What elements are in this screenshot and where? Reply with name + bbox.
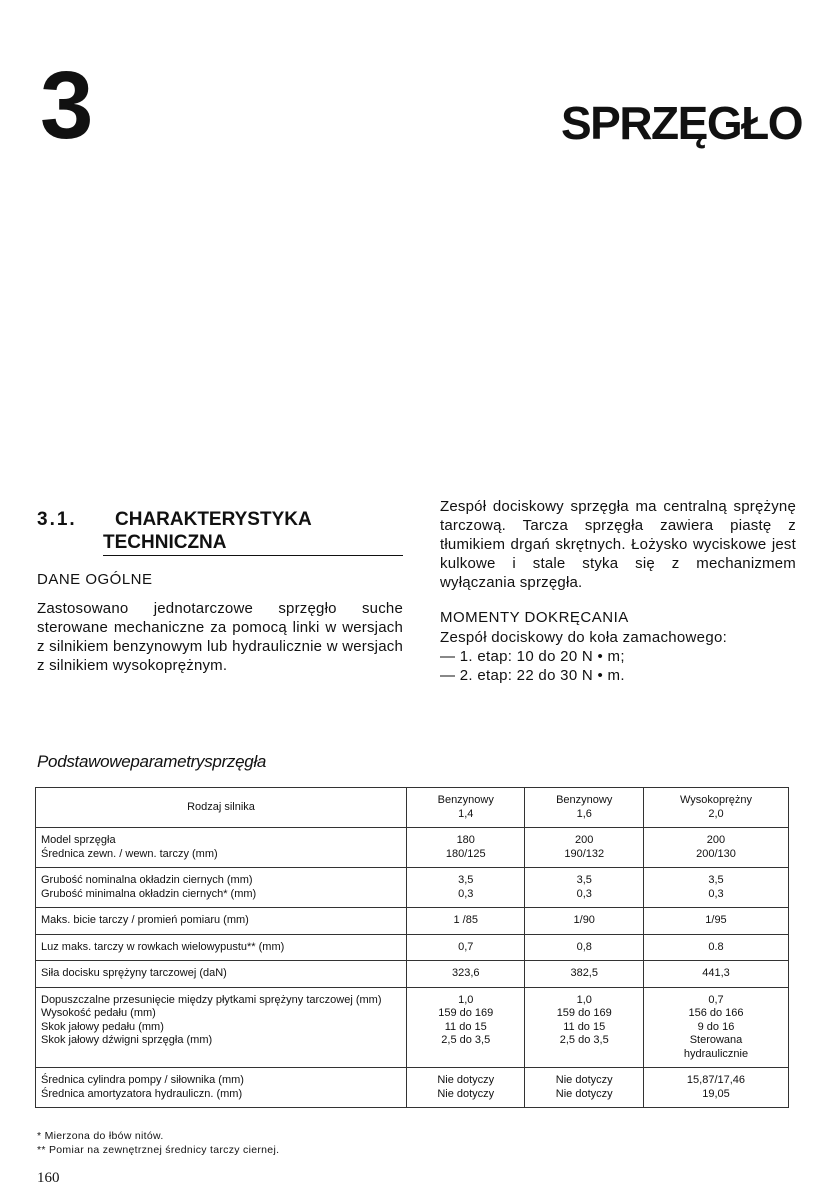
value-cell-col-1 xyxy=(407,1068,525,1108)
row-label-cell xyxy=(36,868,407,908)
cell-value: 11 do 15 xyxy=(563,1020,606,1033)
dane-ogolne-heading: DANE OGÓLNE xyxy=(37,571,153,588)
cell-value: 1 /85 xyxy=(453,914,478,926)
cell-value: 156 do 166 xyxy=(688,1007,744,1019)
chapter-number: 3 xyxy=(40,52,92,159)
cell-value: 200/130 xyxy=(696,847,736,860)
row-label: Średnica cylindra pompy / siłownika (mm) xyxy=(41,1074,244,1086)
value-cell-col-2 xyxy=(525,934,643,961)
value-cell-col-2 xyxy=(525,868,643,908)
cell-value: 190/132 xyxy=(564,847,605,860)
cell-value: 200 xyxy=(575,834,594,846)
cell-value: 200 xyxy=(706,834,726,846)
row-label: Skok jałowy pedału (mm) xyxy=(41,1020,164,1033)
value-cell-col-2 xyxy=(525,908,643,935)
cell-value: 0,3 xyxy=(576,887,592,900)
value-cell-col-1 xyxy=(407,868,525,908)
cell-value: Sterowana xyxy=(689,1034,743,1046)
section-number: 3.1. xyxy=(37,509,77,530)
right-column xyxy=(440,497,796,685)
parameters-table xyxy=(35,787,789,1108)
header-col-2-sub: 1,6 xyxy=(576,807,592,820)
table-body xyxy=(36,828,789,1108)
momenty-heading: MOMENTY DOKRĘCANIA xyxy=(440,609,629,626)
value-cell-col-3 xyxy=(643,987,788,1068)
value-cell-col-3 xyxy=(643,868,788,908)
cell-value: 11 do 15 xyxy=(444,1020,487,1033)
left-column xyxy=(37,508,403,675)
value-cell-col-2 xyxy=(525,828,643,868)
table-row xyxy=(36,987,789,1068)
value-cell-col-1 xyxy=(407,987,525,1068)
cell-value: 0,8 xyxy=(576,940,592,953)
cell-value: 1,0 xyxy=(576,993,592,1006)
cell-value: 180 xyxy=(456,834,475,846)
section-heading xyxy=(37,508,403,556)
cell-value: 2,5 do 3,5 xyxy=(441,1034,491,1046)
cell-value: Nie dotyczy xyxy=(437,1087,495,1100)
cell-value: 3,5 xyxy=(576,874,592,886)
cell-value: 0,3 xyxy=(708,887,724,900)
row-label-cell xyxy=(36,934,407,961)
table-row xyxy=(36,1068,789,1108)
header-col-2 xyxy=(525,788,643,828)
momenty-line-3: — 2. etap: 22 do 30 N • m. xyxy=(440,667,625,684)
row-label: Wysokość pedału (mm) xyxy=(41,1007,156,1019)
row-label-cell xyxy=(36,987,407,1068)
cell-value: hydraulicznie xyxy=(683,1047,749,1060)
cell-value: 0,7 xyxy=(708,993,724,1006)
row-label-cell xyxy=(36,908,407,935)
table-row xyxy=(36,908,789,935)
row-label-cell xyxy=(36,961,407,988)
footnotes xyxy=(37,1129,279,1157)
cell-value: 1,0 xyxy=(458,993,474,1006)
right-intro-text: Zespół dociskowy sprzęgła ma centralną sprężynę tarczową. Tarcza sprzęgła zawiera piastę z tłumikiem drgań skrętnych. Łożysko wyciskowe jest kulkowe i stale styka się z mechanizmem wyłączania sprzęgła. xyxy=(440,498,796,591)
cell-value: 159 do 169 xyxy=(438,1007,494,1019)
value-cell-col-2 xyxy=(525,1068,643,1108)
header-col-1 xyxy=(407,788,525,828)
cell-value: 1/90 xyxy=(573,914,595,926)
table-title: Podstawoweparametrysprzęgła xyxy=(37,752,267,771)
cell-value: Nie dotyczy xyxy=(437,1074,495,1086)
value-cell-col-3 xyxy=(643,961,788,988)
cell-value: 0,3 xyxy=(458,887,474,900)
row-label: Skok jałowy dźwigni sprzęgła (mm) xyxy=(41,1034,213,1046)
cell-value: Nie dotyczy xyxy=(555,1074,613,1086)
momenty-line-2: — 1. etap: 10 do 20 N • m; xyxy=(440,648,625,665)
footnote-2: ** Pomiar na zewnętrznej średnicy tarczy ciernej. xyxy=(37,1144,280,1156)
cell-value: 2,5 do 3,5 xyxy=(559,1034,609,1046)
header-engine-type: Rodzaj silnika xyxy=(36,788,407,828)
cell-value: 3,5 xyxy=(708,874,724,886)
row-label-cell xyxy=(36,828,407,868)
value-cell-col-3 xyxy=(643,908,788,935)
table-row xyxy=(36,828,789,868)
value-cell-col-1 xyxy=(407,934,525,961)
value-cell-col-3 xyxy=(643,934,788,961)
header-col-3-sub: 2,0 xyxy=(708,807,724,820)
value-cell-col-1 xyxy=(407,961,525,988)
header-col-1-sub: 1,4 xyxy=(458,807,474,820)
header-col-3 xyxy=(643,788,788,828)
cell-value: 9 do 16 xyxy=(697,1020,735,1033)
cell-value: 0.8 xyxy=(708,940,724,953)
value-cell-col-3 xyxy=(643,1068,788,1108)
table-row xyxy=(36,961,789,988)
cell-value: Nie dotyczy xyxy=(555,1087,613,1100)
row-label-cell xyxy=(36,1068,407,1108)
section-title-line2: TECHNICZNA xyxy=(103,531,403,556)
page-number: 160 xyxy=(37,1170,60,1186)
header-col-3-name: Wysokoprężny xyxy=(679,794,752,806)
table-header-row xyxy=(36,788,789,828)
cell-value: 180/125 xyxy=(445,847,486,860)
row-label: Średnica zewn. / wewn. tarczy (mm) xyxy=(41,847,218,860)
header-col-2-name: Benzynowy xyxy=(556,794,613,806)
value-cell-col-2 xyxy=(525,987,643,1068)
row-label: Siła docisku sprężyny tarczowej (daN) xyxy=(41,967,227,979)
row-label: Średnica amortyzatora hydrauliczn. (mm) xyxy=(41,1087,243,1100)
row-label: Grubość minimalna okładzin ciernych* (mm) xyxy=(41,887,257,900)
footnote-1: * Mierzona do łbów nitów. xyxy=(37,1130,164,1142)
value-cell-col-1 xyxy=(407,828,525,868)
cell-value: 382,5 xyxy=(570,967,598,979)
cell-value: 0,7 xyxy=(458,940,474,953)
row-label: Maks. bicie tarczy / promień pomiaru (mm) xyxy=(41,914,249,926)
row-label: Grubość nominalna okładzin ciernych (mm) xyxy=(41,874,253,886)
cell-value: 159 do 169 xyxy=(556,1007,612,1019)
momenty-line-1: Zespół dociskowy do koła zamachowego: xyxy=(440,629,728,646)
cell-value: 441,3 xyxy=(702,967,730,979)
dane-ogolne-text: Zastosowano jednotarczowe sprzęgło suche sterowane mechaniczne za pomocą linki w wersjach z silnikiem benzynowym lub hydraulicznie w wersjach z silnikiem wysokoprężnym. xyxy=(37,600,403,674)
chapter-title: SPRZĘGŁO xyxy=(560,97,802,149)
row-label: Model sprzęgła xyxy=(41,834,116,846)
table-row xyxy=(36,868,789,908)
cell-value: 15,87/17,46 xyxy=(686,1074,746,1086)
cell-value: 1/95 xyxy=(705,914,727,926)
cell-value: 3,5 xyxy=(458,874,474,886)
value-cell-col-2 xyxy=(525,961,643,988)
cell-value: 19,05 xyxy=(702,1087,730,1100)
section-title-line1: CHARAKTERYSTYKA xyxy=(115,509,312,530)
header-col-1-name: Benzynowy xyxy=(437,794,494,806)
value-cell-col-3 xyxy=(643,828,788,868)
row-label: Luz maks. tarczy w rowkach wielowypustu** (mm) xyxy=(41,940,285,953)
row-label: Dopuszczalne przesunięcie między płytkami sprężyny tarczowej (mm) xyxy=(41,993,382,1006)
table-row xyxy=(36,934,789,961)
cell-value: 323,6 xyxy=(451,967,480,979)
value-cell-col-1 xyxy=(407,908,525,935)
